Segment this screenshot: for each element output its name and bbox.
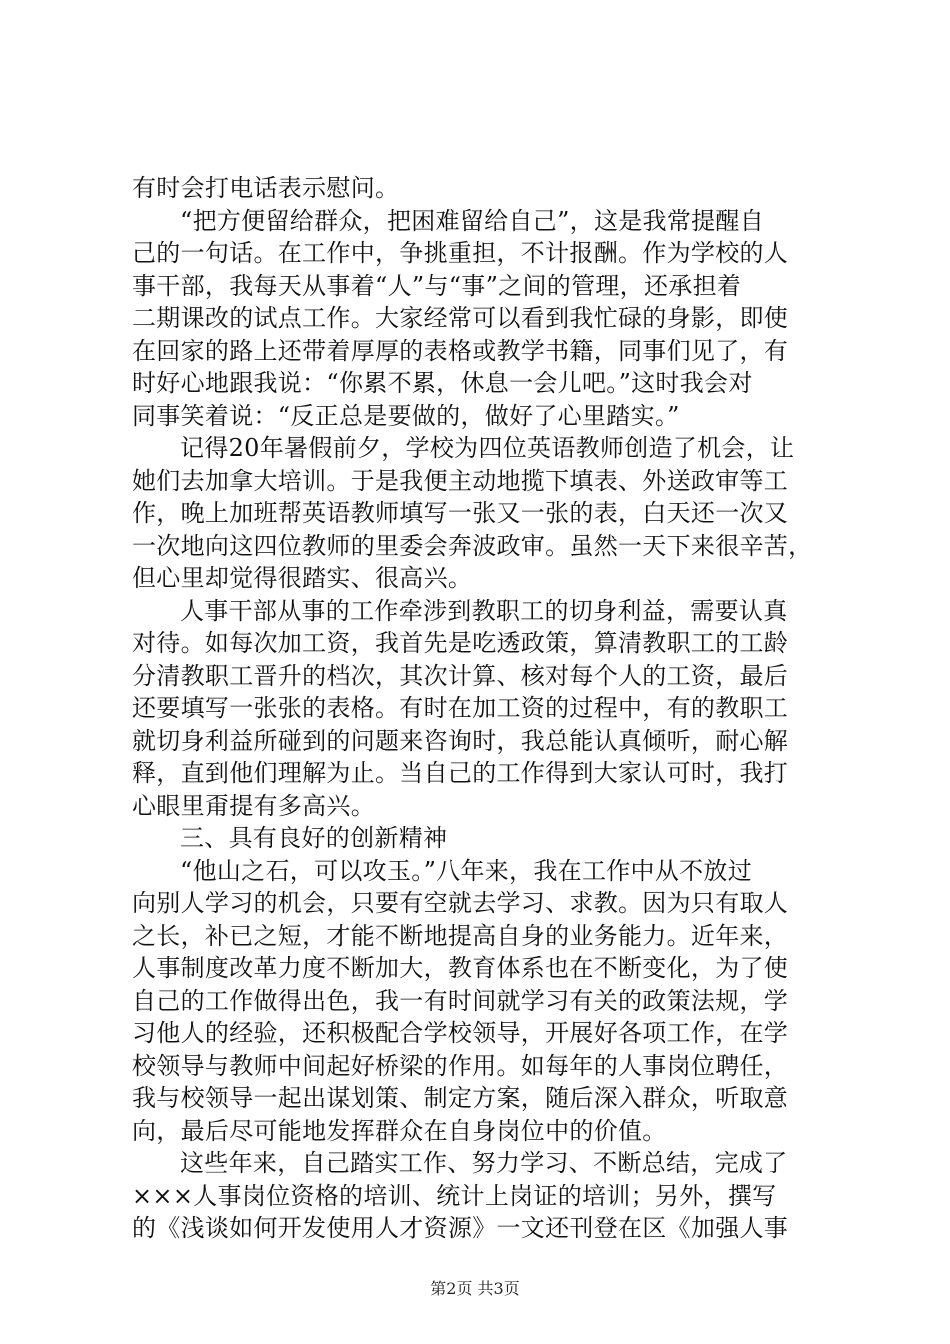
text-line: 自己的工作做得出色，我一有时间就学习有关的政策法规，学 — [132, 986, 789, 1015]
text-line: 在回家的路上还带着厚厚的表格或教学书籍，同事们见了，有 — [132, 336, 789, 365]
text-line: ×××人事岗位资格的培训、统计上岗证的培训；另外，撰写 — [132, 1181, 777, 1210]
text-line: 习他人的经验，还积极配合学校领导，开展好各项工作，在学 — [132, 1019, 789, 1047]
text-line: “把方便留给群众，把困难留给自己”，这是我常提醒自 — [180, 206, 765, 235]
text-line: 就切身利益所碰到的问题来咨询时，我总能认真倾听，耐心解 — [132, 726, 789, 755]
text-line: 还要填写一张张的表格。有时在加工资的过程中，有的教职工 — [132, 694, 789, 722]
text-line: 向，最后尽可能地发挥群众在自身岗位中的价值。 — [132, 1116, 667, 1145]
text-line: 之长，补已之短，才能不断地提高自身的业务能力。近年来， — [132, 921, 789, 950]
text-line: 人事干部从事的工作牵涉到教职工的切身利益，需要认真 — [180, 596, 788, 625]
text-line: 三、具有良好的创新精神 — [180, 824, 448, 852]
text-line: 作，晚上加班帮英语教师填写一张又一张的表，白天还一次又 — [132, 499, 789, 527]
text-line: 己的一句话。在工作中，争挑重担，不计报酬。作为学校的人 — [132, 239, 789, 267]
text-line: 分清教职工晋升的档次，其次计算、核对每个人的工资，最后 — [132, 661, 789, 690]
text-line: 时好心地跟我说：“你累不累，休息一会儿吧。”这时我会对 — [132, 369, 753, 397]
text-line: 这些年来，自己踏实工作、努力学习、不断总结，完成了 — [180, 1149, 788, 1177]
text-line: 她们去加拿大培训。于是我便主动地揽下填表、外送政审等工 — [132, 466, 789, 495]
text-line: 的《浅谈如何开发使用人才资源》一文还刊登在区《加强人事 — [132, 1214, 789, 1242]
text-line: 向别人学习的机会，只要有空就去学习、求教。因为只有取人 — [132, 889, 789, 917]
text-line: 对待。如每次加工资，我首先是吃透政策，算清教职工的工龄 — [132, 629, 789, 657]
text-line: 但心里却觉得很踏实、很高兴。 — [132, 564, 473, 592]
text-line: 事干部，我每天从事着“人”与“事”之间的管理，还承担着 — [132, 271, 742, 300]
text-line: 记得20年暑假前夕，学校为四位英语教师创造了机会，让 — [180, 434, 795, 462]
text-line: 有时会打电话表示慰问。 — [132, 174, 400, 202]
text-line: 一次地向这四位教师的里委会奔波政审。虽然一天下来很辛苦， — [132, 531, 813, 560]
text-line: 释，直到他们理解为止。当自己的工作得到大家认可时，我打 — [132, 759, 789, 787]
text-line: 人事制度改革力度不断加大，教育体系也在不断变化，为了使 — [132, 954, 789, 982]
page-footer: 第2页 共3页 — [430, 1279, 520, 1298]
text-line: 心眼里甭提有多高兴。 — [132, 791, 375, 820]
text-line: 校领导与教师中间起好桥梁的作用。如每年的人事岗位聘任， — [132, 1051, 789, 1080]
text-line: 二期课改的试点工作。大家经常可以看到我忙碌的身影，即使 — [132, 304, 789, 332]
text-line: 我与校领导一起出谋划策、制定方案，随后深入群众，听取意 — [132, 1084, 789, 1112]
text-line: 同事笑着说：“反正总是要做的，做好了心里踏实。” — [132, 401, 680, 430]
body-text — [132, 172, 822, 1245]
text-line: “他山之石，可以攻玉。”八年来，我在工作中从不放过 — [180, 856, 753, 885]
